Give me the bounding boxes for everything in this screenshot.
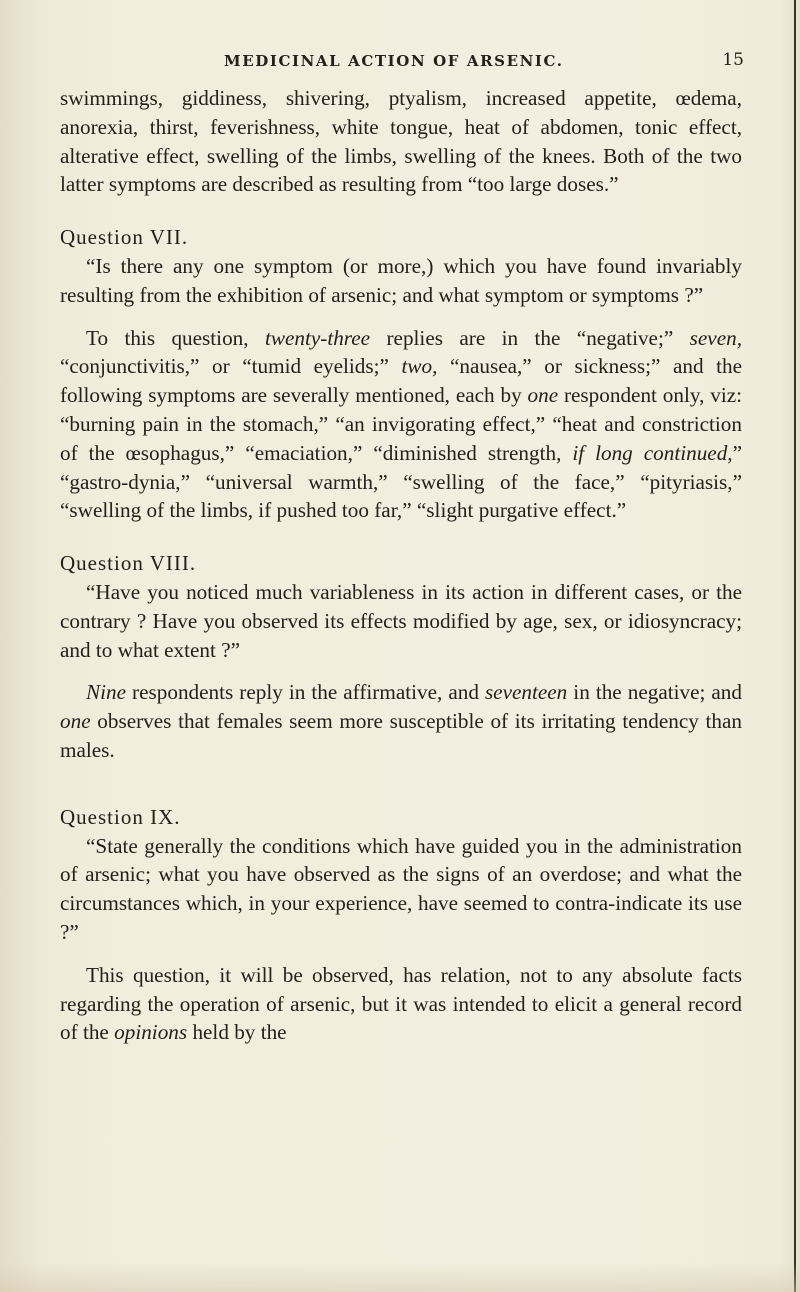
page-header: [224, 52, 744, 82]
question-viii-text: “Have you noticed much variableness in its action in different cases, or the contrary ? Have you observed its effects modified by age, sex, or idiosyncracy; and to what extent ?”: [60, 579, 742, 662]
question-viii-heading: Question VIII.: [60, 551, 197, 576]
question-ix-text: “State generally the conditions which have guided you in the administration of arsenic; what you have observed as the signs of an overdose; and what the circumstances which, in your experience, have seemed to contra-indicate its use ?”: [60, 833, 742, 944]
page-number: 15: [722, 50, 744, 70]
paragraph-continued: swimmings, giddiness, shivering, ptyalism, increased appetite, œdema, anorexia, thirst, feverishness, white tongue, heat of abdomen, tonic effect, alterative effect, swelling of the limbs, swelling of the knees. Both of the two latter symptoms are described as resulting from “too large doses.”: [60, 86, 742, 197]
running-title: MEDICINAL ACTION OF ARSENIC.: [224, 52, 564, 70]
page-edge-shadow: [794, 0, 796, 1292]
answer-viii-paragraph: Nine respondents reply in the affirmative, and seventeen in the negative; and one observes that females seem more susceptible of its irritating tendency than males.: [60, 680, 742, 762]
body-text: [60, 84, 742, 1047]
answer-ix-paragraph: This question, it will be observed, has relation, not to any absolute facts regarding the operation of arsenic, but it was intended to elicit a general record of the opinions held by the: [60, 962, 742, 1045]
question-vii-heading: Question VII.: [60, 225, 189, 250]
answer-vii-paragraph: To this question, twenty-three replies are in the “negative;” seven, “conjunctivitis,” or “tumid eyelids;” two, “nausea,” or sickness;” and the following symptoms are severally mentioned, each by one respondent only, viz: “burning pain in the stomach,” “an invigorating effect,” “heat and constriction of the œsophagus,” “emaciation,” “diminished strength, if long continued,” “gastro-dynia,” “universal warmth,” “swelling of the face,” “pityriasis,” “swelling of the limbs, if pushed too far,” “slight purgative effect.”: [60, 325, 743, 523]
question-ix-heading: Question IX.: [60, 804, 181, 829]
question-vii-text: “Is there any one symptom (or more,) which you have found invariably resulting from the exhibition of arsenic; and what symptom or symptoms ?”: [60, 253, 742, 307]
page-bottom-fade: [0, 1262, 800, 1292]
